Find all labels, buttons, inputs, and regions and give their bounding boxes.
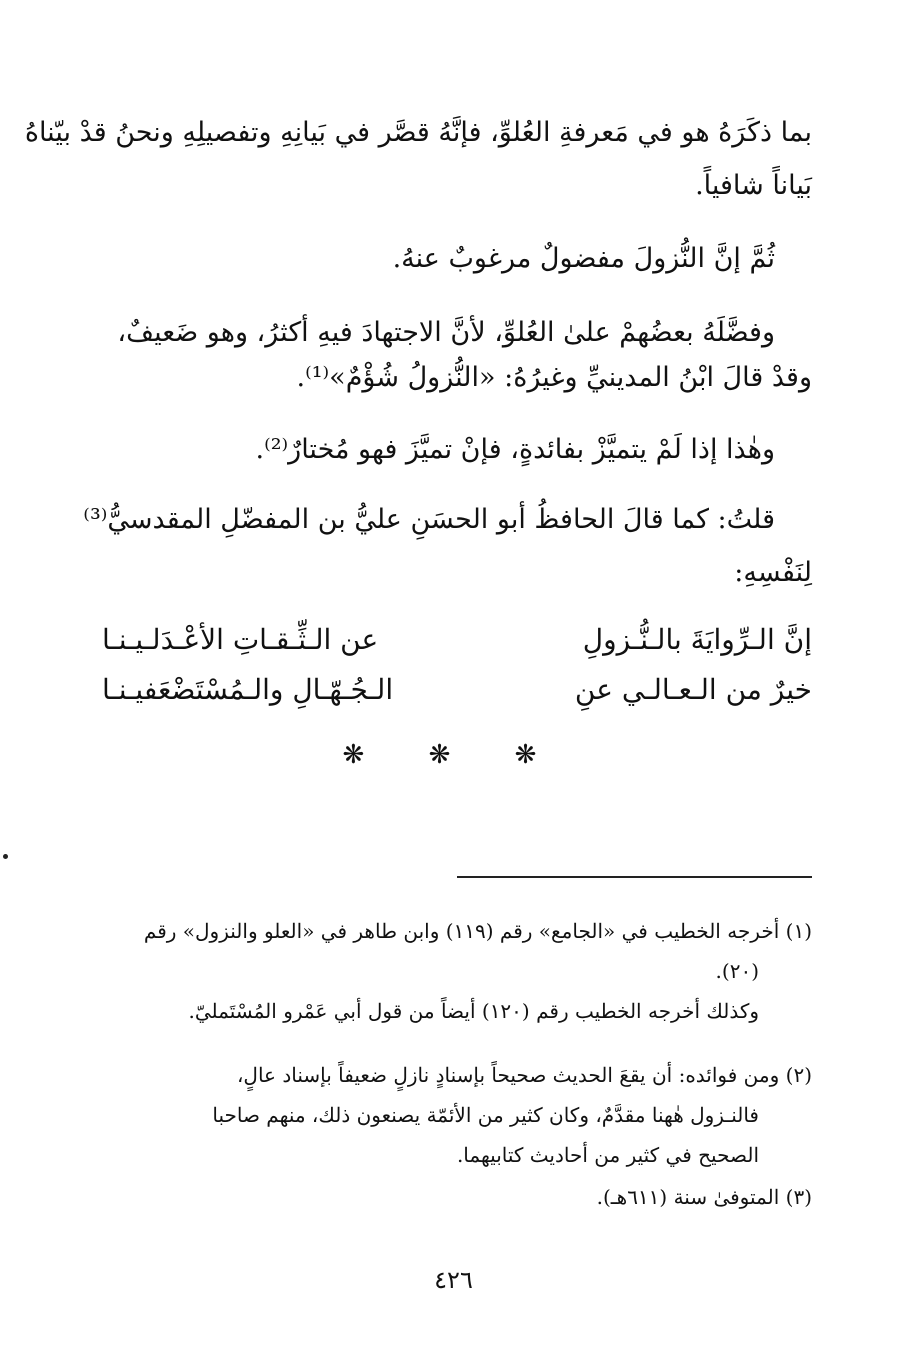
body-text-line: بما ذكَرَهُ هو في مَعرفةِ العُلوِّ، فإنَّهُ قصَّر في بَيانِهِ وتفصيلِهِ ونحنُ قدْ بيّناهُ bbox=[24, 117, 812, 148]
section-separator: ❋ ❋ ❋ bbox=[342, 740, 565, 770]
poem-hemistich-first: خيرٌ من الـعـالـي عنِ bbox=[574, 673, 812, 706]
footnote-line: (٣) المتوفىٰ سنة (٦١١هـ). bbox=[596, 1185, 812, 1209]
body-text-line: لِنَفْسِهِ: bbox=[734, 557, 812, 588]
footnote-line: (٢) ومن فوائده: أن يقعَ الحديث صحيحاً بإسنادٍ نازلٍ ضعيفاً بإسناد عالٍ، bbox=[236, 1063, 812, 1087]
scan-speck bbox=[3, 854, 8, 859]
footnote-line: الصحيح في كثير من أحاديث كتابيهما. bbox=[456, 1143, 759, 1167]
body-text-line: قلتُ: كما قالَ الحافظُ أبو الحسَنِ عليُّ بن المفضّلِ المقدسيُّ⁽³⁾ bbox=[83, 504, 775, 535]
poem-hemistich-first: إنَّ الـرِّوايَةَ بالـنُّـزولِ bbox=[582, 623, 812, 656]
poem-hemistich-second: الـجُـهّـالِ والـمُسْتَضْعَفيـنـا bbox=[102, 673, 394, 706]
body-text-line: وقدْ قالَ ابْنُ المدينيِّ وغيرُهُ: «النُّزولُ شُؤْمٌ»⁽¹⁾. bbox=[296, 362, 812, 393]
body-text-line: وفضَّلَهُ بعضُهمْ علىٰ العُلوِّ، لأنَّ الاجتهادَ فيهِ أكثرُ، وهو ضَعيفٌ، bbox=[117, 317, 775, 348]
poem-verse bbox=[102, 620, 812, 660]
footnote-line: (١) أخرجه الخطيب في «الجامع» رقم (١١٩) وابن طاهر في «العلو والنزول» رقم bbox=[143, 919, 812, 943]
body-text-line: وهٰذا إذا لَمْ يتميَّزْ بفائدةٍ، فإنْ تميَّزَ فهو مُختارٌ⁽²⁾. bbox=[255, 434, 775, 465]
poem-hemistich-second: عن الـثِّـقـاتِ الأعْـدَلـيـنـا bbox=[102, 623, 379, 656]
poem-verse bbox=[102, 670, 812, 710]
body-text-line: ثُمَّ إنَّ النُّزولَ مفضولٌ مرغوبٌ عنهُ. bbox=[392, 243, 775, 274]
footnote-line: فالنـزول هٰهنا مقدَّمٌ، وكان كثير من الأئمّة يصنعون ذلك، منهم صاحبا bbox=[212, 1103, 759, 1127]
footnote-line: وكذلك أخرجه الخطيب رقم (١٢٠) أيضاً من قول أبي عَمْرو المُسْتَمليّ. bbox=[188, 999, 759, 1023]
page-number: ٤٢٦ bbox=[434, 1266, 473, 1294]
footnote-divider bbox=[457, 876, 812, 878]
footnote-line: (٢٠). bbox=[715, 959, 759, 983]
body-text-line: بَياناً شافياً. bbox=[695, 170, 812, 201]
